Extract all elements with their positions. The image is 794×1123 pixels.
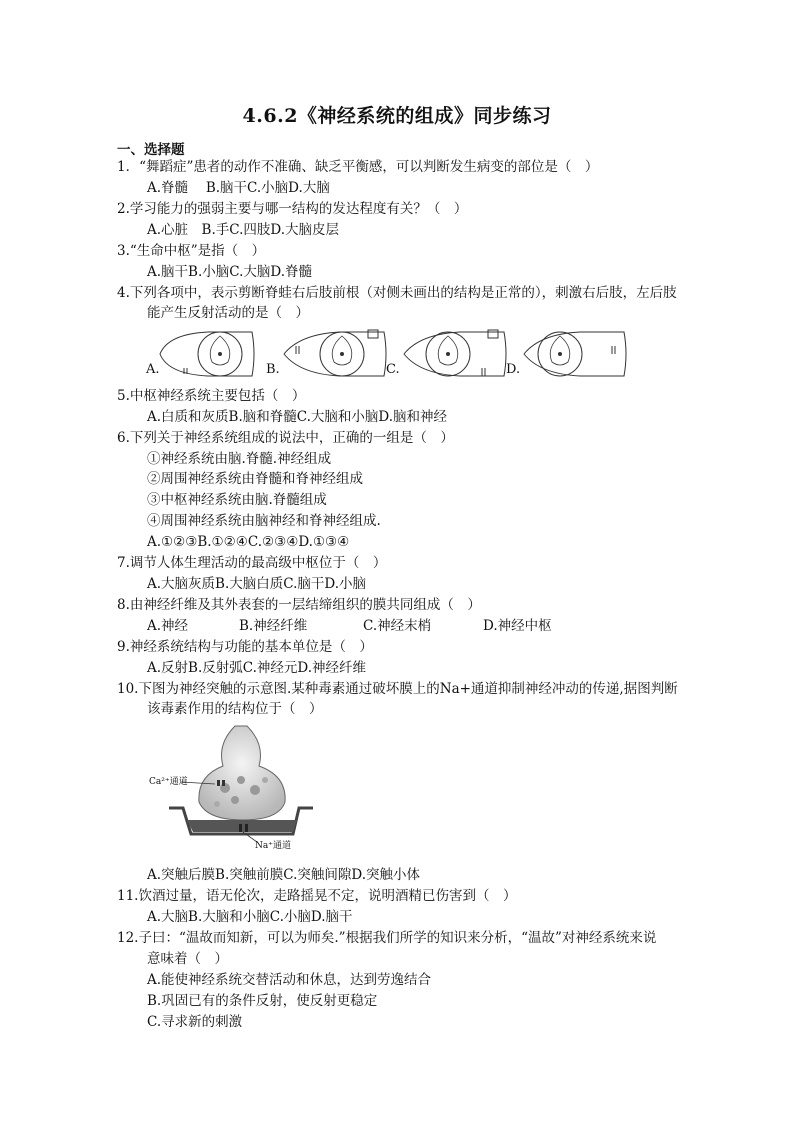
question-11-options: A.大脑B.大脑和小脑C.小脑D.脑干	[147, 909, 353, 925]
question-11-stem: 11.饮酒过量，语无伦次，走路摇晃不定，说明酒精已伤害到（ ）	[117, 888, 517, 904]
question-10-options: A.突触后膜B.突触前膜C.突触间隙D.突触小体	[147, 867, 421, 883]
spinal-cord-diagram-a	[158, 328, 258, 380]
section-heading: 一、选择题	[117, 142, 185, 158]
question-9-options: A.反射B.反射弧C.神经元D.神经纤维	[147, 660, 367, 676]
option-c-label: C.	[386, 362, 400, 377]
question-8-stem: 8.由神经纤维及其外表套的一层结缔组织的膜共同组成（ ）	[117, 597, 481, 613]
option-d-label: D.	[506, 362, 521, 377]
question-4-stem-line1: 4.下列各项中，表示剪断脊蛙右后肢前根（对侧未画出的结构是正常的），刺激右后肢，左后肢	[117, 285, 677, 301]
question-12-option-a: A.能使神经系统交替活动和休息，达到劳逸结合	[147, 972, 432, 988]
question-3-options: A.脑干B.小脑C.大脑D.脊髓	[147, 264, 313, 280]
question-8-option-d: D.神经中枢	[483, 618, 552, 634]
ca-channel-label: Ca²⁺通道	[149, 777, 188, 787]
na-channel-label: Na⁺通道	[255, 841, 291, 851]
spinal-cord-diagram-d	[520, 326, 630, 380]
synapse-diagram	[147, 724, 317, 852]
question-2-options: A.心脏 B.手C.四肢D.大脑皮层	[147, 222, 340, 238]
spinal-cord-figure-group	[140, 324, 660, 384]
question-5-options: A.白质和灰质B.脑和脊髓C.大脑和小脑D.脑和神经	[147, 409, 448, 425]
question-3-stem: 3.“生命中枢”是指（ ）	[117, 243, 266, 259]
question-6-stem: 6.下列关于神经系统组成的说法中，正确的一组是（ ）	[117, 430, 454, 446]
question-12-option-b: B.巩固已有的条件反射，使反射更稳定	[147, 993, 378, 1009]
question-5-stem: 5.中枢神经系统主要包括（ ）	[117, 388, 306, 404]
synapse-figure	[147, 724, 317, 852]
question-9-stem: 9.神经系统结构与功能的基本单位是（ ）	[117, 639, 373, 655]
spinal-cord-diagram-c	[400, 324, 510, 380]
question-10-stem-line2: 该毒素作用的结构位于（ ）	[147, 701, 323, 717]
question-8-option-c: C.神经末梢	[363, 618, 432, 634]
question-6-item-3: ③中枢神经系统由脑.脊髓组成	[147, 492, 327, 508]
question-7-options: A.大脑灰质B.大脑白质C.脑干D.小脑	[147, 576, 367, 592]
question-4-stem-line2: 能产生反射活动的是（ ）	[147, 305, 309, 321]
option-a-label: A.	[146, 362, 160, 377]
question-6-item-2: ②周围神经系统由脊髓和脊神经组成	[147, 471, 363, 487]
question-12-option-c: C.寻求新的刺激	[147, 1014, 243, 1030]
question-8-option-a: A.神经	[147, 618, 189, 634]
question-12-stem-line2: 意味着（ ）	[147, 951, 228, 967]
question-8-option-b: B.神经纤维	[239, 618, 308, 634]
question-6-item-4: ④周围神经系统由脑神经和脊神经组成.	[147, 513, 381, 529]
question-10-stem-line1: 10.下图为神经突触的示意图.某种毒素通过破坏膜上的Na+通道抑制神经冲动的传递,据图判断	[117, 681, 678, 697]
question-12-stem-line1: 12.子曰：“温故而知新，可以为师矣.”根据我们所学的知识来分析，“温故”对神经系统来说	[117, 930, 657, 946]
question-6-item-1: ①神经系统由脑.脊髓.神经组成	[147, 451, 332, 467]
question-6-options: A.①②③B.①②④C.②③④D.①③④	[147, 534, 350, 550]
question-1-stem: 1．“舞蹈症”患者的动作不准确、缺乏平衡感，可以判断发生病变的部位是（ ）	[117, 159, 599, 175]
question-2-stem: 2.学习能力的强弱主要与哪一结构的发达程度有关？（ ）	[117, 201, 468, 217]
question-8-options	[147, 616, 552, 637]
question-7-stem: 7.调节人体生理活动的最高级中枢位于（ ）	[117, 555, 387, 571]
question-1-options: A.脊髓 B.脑干C.小脑D.大脑	[147, 180, 330, 196]
page-title: 4.6.2《神经系统的组成》同步练习	[242, 105, 552, 127]
option-b-label: B.	[266, 362, 280, 377]
spinal-cord-diagram-b	[280, 324, 390, 380]
